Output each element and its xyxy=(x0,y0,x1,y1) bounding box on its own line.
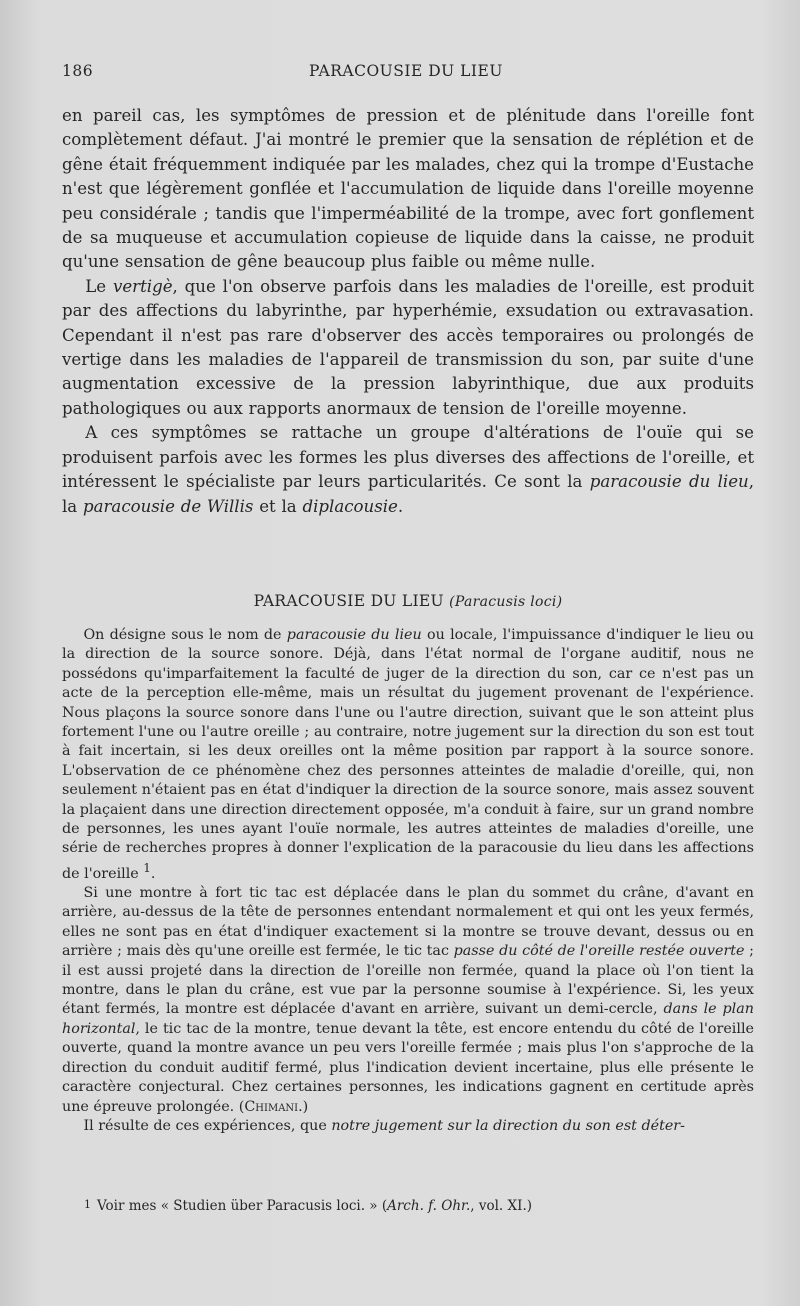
italic-text: Arch. f. Ohr. xyxy=(387,1198,471,1214)
italic-text: paracousie du lieu xyxy=(286,627,422,643)
footnote xyxy=(62,1196,754,1215)
text-segment: . xyxy=(397,496,404,516)
paragraph xyxy=(62,626,754,884)
paragraph xyxy=(62,421,754,519)
text-segment: . xyxy=(150,865,156,882)
text-segment: ou locale, l'impuissance d'indiquer le lieu ou la direction de la source sonore. Déjà, dans l'état normal de l'organe auditif, nous ne possédons qu'imparfaitement la faculté de juger de la direction du son, car ce n'est pas un acte de la perception elle-même, mais un résultat du jugement provenant de l'expérience. Nous plaçons la source sonore dans l'une ou l'autre direction, suivant que le son atteint plus fortement l'une ou l'autre oreille ; au contraire, notre jugement sur la direction du son est tout à fait incertain, si les deux oreilles ont la même position par rapport à la source sonore. L'observation de ce phénomène chez des personnes atteintes de maladie d'oreille, qui, non seulement n'étaient pas en état d'indiquer la direction de la source sonore, mais assez souvent la plaçaient dans une direction directement opposée, m'a conduit à faire, sur un grand nombre de personnes, les unes ayant l'ouïe normale, les autres atteintes de maladies d'oreille, une série de recherches propres à donner l'explication de la paracousie du lieu dans les affections de l'oreille xyxy=(62,627,755,882)
italic-text: paracousie de Willis xyxy=(82,496,254,516)
text-segment: ; il est aussi projeté dans la direction de l'oreille non fermée, quand la place où l'on tient la montre, dans le plan du crâne, est vue par la personne soumise à l'expérience. Si, les yeux étant fermés, la montre est déplacée d'avant en arrière, suivant un demi-cercle, xyxy=(62,943,754,1018)
italic-text: paracousie du lieu xyxy=(589,472,749,492)
footnote-text xyxy=(97,1198,532,1214)
section-heading xyxy=(62,592,754,610)
italic-text: vertigè xyxy=(112,276,173,296)
italic-text: passe du côté de l'oreille restée ouverte xyxy=(453,943,745,960)
text-segment: et la xyxy=(253,496,303,516)
italic-text: dans le plan horizontal xyxy=(62,1001,754,1037)
section-subtitle: (Paracusis loci) xyxy=(449,594,563,610)
text-segment: On désigne sous le nom de xyxy=(83,627,287,643)
text-segment: , que l'on observe parfois dans les maladies de l'oreille, est produit par des affections du labyrinthe, par hyperhémie, exsudation ou extravasation. Cependant il n'est pas rare d'observer des accès temporaires ou prolongés de vertige dans les maladies de l'appareil de transmission du son, par suite d'une augmentation excessive de la pression labyrinthique, due aux produits pathologiques ou aux rapports anormaux de tension de l'oreille moyenne. xyxy=(62,276,754,418)
footnote-mark: 1 xyxy=(84,1198,91,1211)
page-number: 186 xyxy=(62,62,94,80)
italic-text: notre jugement sur la direction du son est déter- xyxy=(331,1117,685,1134)
text-segment: Il résulte de ces expériences, que xyxy=(83,1117,332,1134)
text-segment: A ces symptômes se rattache un groupe d'altérations de l'ouïe qui se produisent parfois avec les formes les plus diverses des affections de l'oreille, et intéressent le spécialiste par leurs particularités. Ce sont la xyxy=(62,423,754,492)
main-text-small xyxy=(62,626,754,1136)
text-segment: , le tic tac de la montre, tenue devant la tête, est encore entendu du côté de l'oreille ouverte, quand la montre avance un peu vers l'oreille fermée ; mais plus l'on s'approche de la direction du conduit auditif fermé, plus l'indication devient incertaine, plus elle présente le caractère conjectural. Chez certaines personnes, les indications gagnent en certitude après une épreuve prolongée. ( xyxy=(62,1020,754,1115)
text-segment: Le xyxy=(85,276,113,296)
text-segment: , vol. XI.) xyxy=(470,1198,533,1214)
italic-text: diplacousie xyxy=(302,496,398,516)
text-segment: en pareil cas, les symptômes de pression et de plénitude dans l'oreille font complètement défaut. J'ai montré le premier que la sensation de réplétion et de gêne était fréquemment indiquée par les malades, chez qui la trompe d'Eustache n'est que légèrement gonflée et l'accumulation de liquide dans l'oreille moyenne peu considérale ; tandis que l'imperméabilité de la trompe, avec fort gonflement de sa muqueuse et accumulation copieuse de liquide dans la caisse, ne produit qu'une sensation de gêne beaucoup plus faible ou même nulle. xyxy=(62,106,754,272)
section-title: PARACOUSIE DU LIEU xyxy=(253,592,444,610)
author-name: Chimani xyxy=(244,1098,299,1115)
text-segment: .) xyxy=(298,1098,309,1115)
text-segment: , la xyxy=(62,472,754,516)
page-header xyxy=(62,62,750,88)
paragraph xyxy=(62,884,754,1117)
text-segment: Si une montre à fort tic tac est déplacée dans le plan du sommet du crâne, d'avant en arrière, au-dessus de la tête de personnes entendant normalement et qui ont les yeux fermés, elles ne sont pas en état d'indiquer exactement si la montre se trouve devant, dessus ou en arrière ; mais dès qu'une oreille est fermée, le tic tac xyxy=(62,885,754,960)
paragraph xyxy=(62,104,754,275)
paragraph xyxy=(62,1117,754,1136)
paragraph xyxy=(62,275,754,421)
text-segment: Voir mes « Studien über Paracusis loci. » ( xyxy=(97,1198,388,1214)
running-title: PARACOUSIE DU LIEU xyxy=(309,62,503,80)
footnote-reference: 1 xyxy=(143,860,151,875)
main-text-large xyxy=(62,104,754,519)
